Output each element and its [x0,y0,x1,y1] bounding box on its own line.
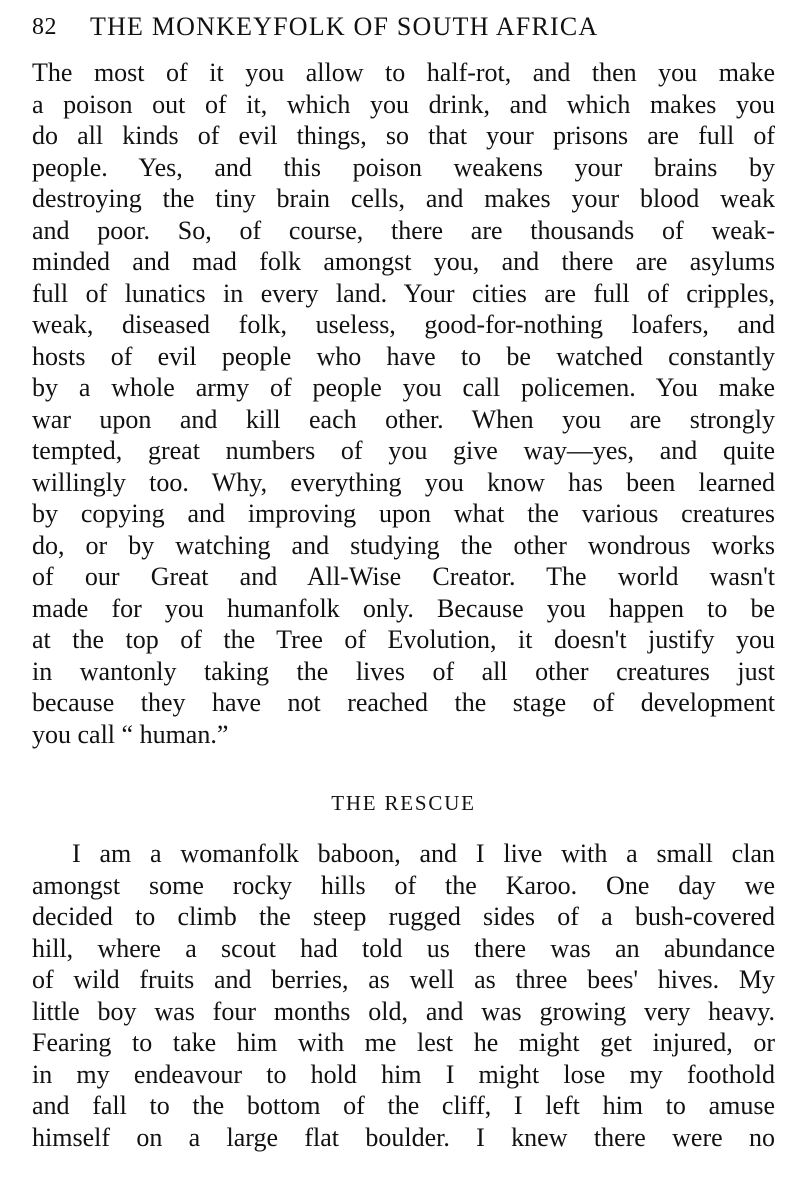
text-line: do all kinds of evil things, so that your prisons are full of [32,121,775,150]
text-line: by a whole army of people you call policemen. You make [32,373,775,402]
text-line: willingly too. Why, everything you know has been learned [32,467,775,497]
text-line: hill, where a scout had told us there was an abundance [32,933,775,963]
book-page [32,0,775,1200]
text-line: weak, diseased folk, useless, good-for-nothing loafers, and [32,310,775,339]
text-line: do, or by watching and studying the other wondrous works [32,530,775,560]
text-line: of wild fruits and berries, as well as three bees' hives. My [32,965,775,994]
text-line: at the top of the Tree of Evolution, it doesn't justify you [32,625,775,654]
text-line: amongst some rocky hills of the Karoo. One day we [32,870,775,900]
section-heading: THE RESCUE [331,791,476,815]
text-line: I am a womanfolk baboon, and I live with a small clan [72,839,775,868]
text-line: war upon and kill each other. When you are strongly [32,404,775,434]
text-line: minded and mad folk amongst you, and there are asylums [32,247,775,276]
page-number: 82 [32,14,57,40]
page-header [32,10,775,44]
text-line: in my endeavour to hold him I might lose my foothold [32,1059,775,1089]
running-title: THE MONKEYFOLK OF SOUTH AFRICA [90,12,599,41]
text-line: you call “ human.” [32,719,229,749]
text-line: and fall to the bottom of the cliff, I left him to amuse [32,1091,775,1120]
text-line: hosts of evil people who have to be watched constantly [32,341,775,371]
text-line: destroying the tiny brain cells, and makes your blood weak [32,184,775,213]
text-line: full of lunatics in every land. Your cities are full of cripples, [32,278,775,308]
text-line: in wantonly taking the lives of all other creatures just [32,656,775,686]
text-line: Fearing to take him with me lest he might get injured, or [32,1028,775,1057]
text-line: of our Great and All-Wise Creator. The world wasn't [32,562,775,591]
text-line: a poison out of it, which you drink, and which makes you [32,89,775,119]
text-line: decided to climb the steep rugged sides of a bush-covered [32,902,775,931]
text-line: people. Yes, and this poison weakens your brains by [32,152,775,182]
body-paragraph-1 [32,57,775,750]
text-line: tempted, great numbers of you give way—yes, and quite [32,436,775,465]
text-line: little boy was four months old, and was growing very heavy. [32,996,775,1026]
text-line: himself on a large flat boulder. I knew there were no [32,1122,775,1152]
text-line: because they have not reached the stage of development [32,688,775,717]
text-line: and poor. So, of course, there are thousands of weak- [32,215,775,245]
body-paragraph-2 [32,838,775,1153]
text-line: by copying and improving upon what the various creatures [32,499,775,528]
text-line: The most of it you allow to half-rot, and then you make [32,58,775,87]
text-line: made for you humanfolk only. Because you happen to be [32,593,775,623]
